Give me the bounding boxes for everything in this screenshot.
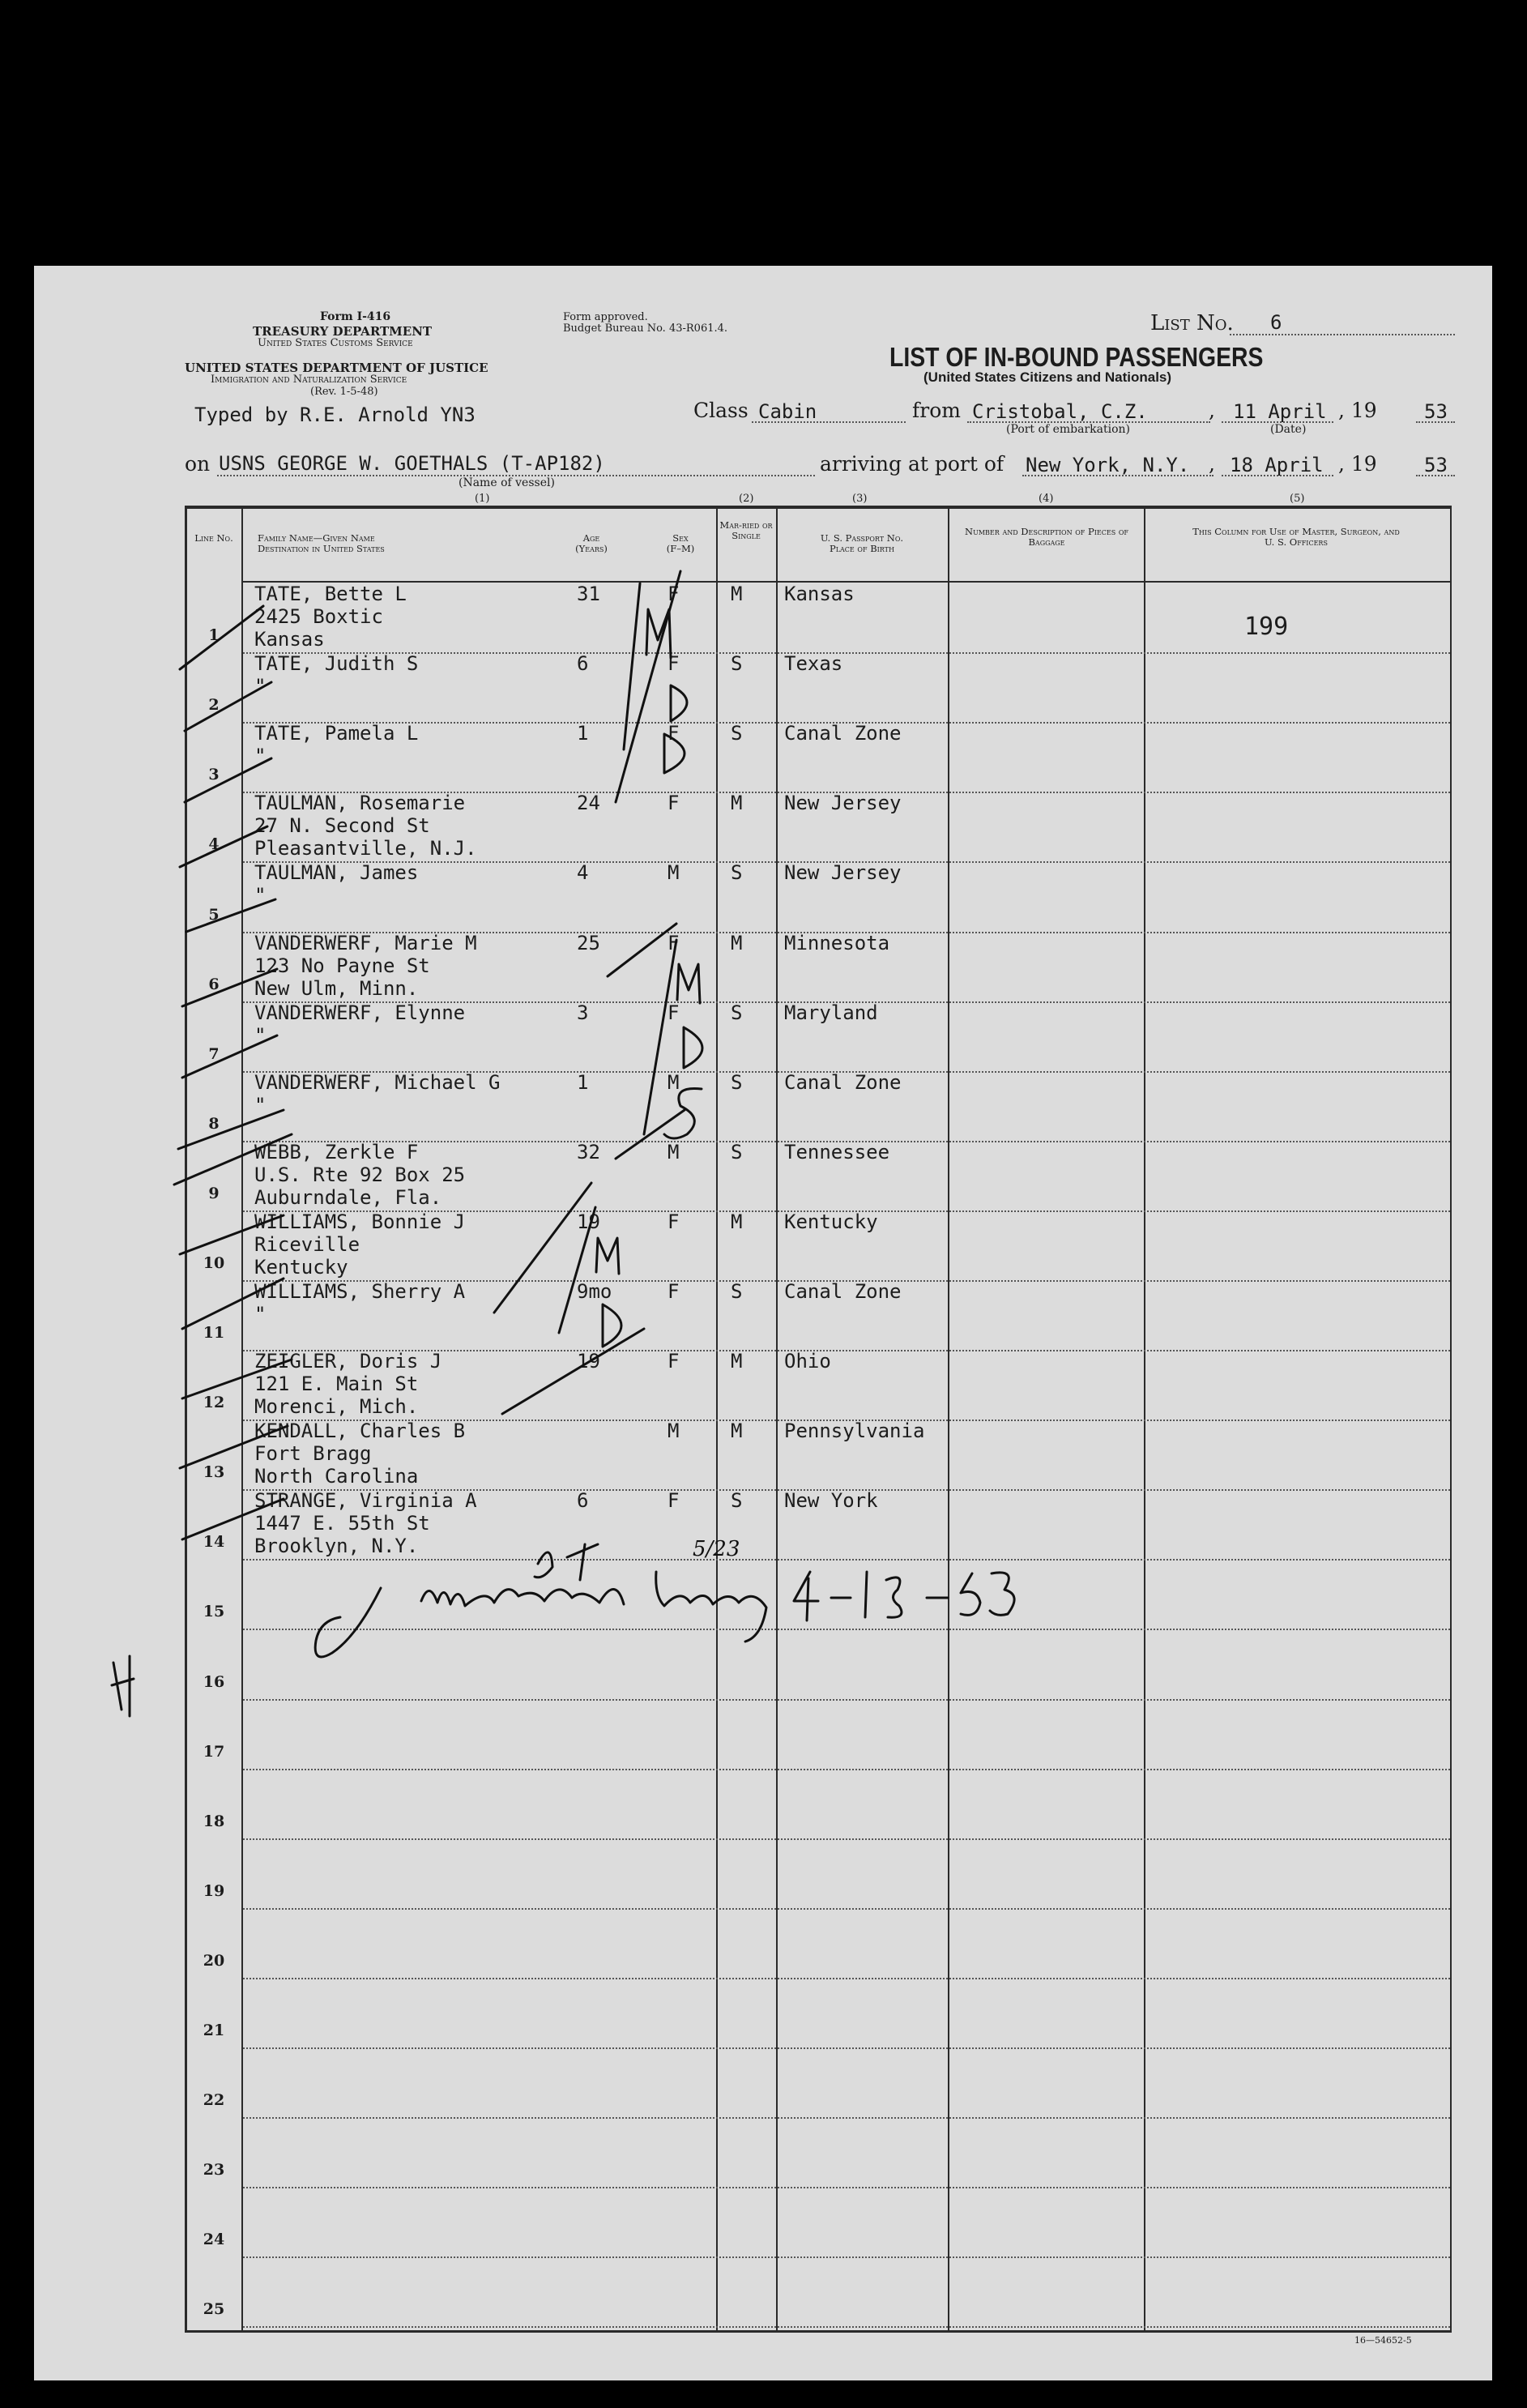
line-number: 20 — [203, 1952, 225, 1970]
line-number: 5 — [208, 906, 220, 924]
year-prefix: 19 — [1350, 399, 1377, 422]
passenger-age: 24 — [577, 792, 600, 814]
rev-label: (Rev. 1-5-48) — [310, 386, 378, 398]
destination-line: " — [254, 884, 267, 907]
col-sex-2: (F–M) — [666, 543, 695, 554]
page-title: LIST OF IN-BOUND PASSENGERS — [889, 342, 1264, 372]
arr-date: 18 April — [1230, 454, 1324, 476]
line-number: 25 — [203, 2300, 225, 2318]
passenger-sex: F — [668, 1001, 680, 1024]
list-no-label: List No. — [1150, 311, 1234, 335]
passenger-age: 19 — [577, 1210, 600, 1233]
col-sex — [648, 533, 713, 554]
col-passport-2: Place of Birth — [829, 543, 894, 554]
from-label: from — [912, 399, 961, 422]
line-number: 21 — [203, 2022, 225, 2039]
line-number: 13 — [203, 1463, 225, 1481]
place-of-birth: Canal Zone — [784, 1071, 902, 1094]
passenger-sex: F — [668, 583, 680, 605]
destination-line: North Carolina — [254, 1465, 419, 1488]
marital-status: M — [731, 1420, 743, 1442]
line-number: 2 — [208, 696, 220, 714]
place-of-birth: Pennsylvania — [784, 1420, 925, 1442]
passenger-name: WILLIAMS, Bonnie J — [254, 1210, 466, 1233]
line-number: 23 — [203, 2161, 225, 2179]
col-num: (2) — [739, 493, 754, 505]
marital-status: S — [731, 861, 743, 884]
arr-comma: , — [1209, 452, 1215, 476]
passenger-sex: M — [668, 1420, 680, 1442]
col-passport-1: U. S. Passport No. — [820, 532, 904, 544]
line-number: 17 — [203, 1743, 225, 1761]
manifest-sheet — [34, 266, 1492, 2380]
passenger-name: ZEIGLER, Doris J — [254, 1350, 442, 1373]
row-separator — [243, 1699, 1450, 1701]
form-number: Form I-416 — [320, 310, 391, 323]
passenger-name: TATE, Bette L — [254, 583, 407, 605]
passenger-name: KENDALL, Charles B — [254, 1420, 466, 1442]
passenger-age: 9mo — [577, 1280, 612, 1303]
row-separator — [243, 1978, 1450, 1979]
dep-year-prefix: , 19 — [1338, 399, 1377, 422]
place-of-birth: Canal Zone — [784, 722, 902, 745]
arr-year-prefix: , 19 — [1338, 452, 1377, 476]
passenger-age: 19 — [577, 1350, 600, 1373]
on-label: on — [185, 452, 211, 476]
marital-status: S — [731, 1280, 743, 1303]
line-number: 16 — [203, 1673, 225, 1691]
destination-line: 121 E. Main St — [254, 1373, 419, 1395]
list-no-value: 6 — [1270, 311, 1282, 334]
row-separator — [243, 1838, 1450, 1840]
treasury-label: TREASURY DEPARTMENT — [253, 324, 433, 339]
destination-line: 123 No Payne St — [254, 954, 430, 977]
col-married: Mar-ried or Single — [719, 519, 773, 541]
line-number: 8 — [208, 1115, 220, 1133]
vessel-caption: (Name of vessel) — [459, 476, 555, 489]
row-separator — [243, 2047, 1450, 2049]
row-separator — [243, 652, 1450, 654]
justice-label: UNITED STATES DEPARTMENT OF JUSTICE — [185, 361, 488, 375]
passenger-age: 3 — [577, 1001, 589, 1024]
row-separator — [243, 2256, 1450, 2258]
passenger-sex: F — [668, 1489, 680, 1512]
row-separator — [243, 1559, 1450, 1561]
passenger-name: TATE, Judith S — [254, 652, 419, 675]
passenger-sex: F — [668, 1350, 680, 1373]
passenger-name: TATE, Pamela L — [254, 722, 419, 745]
passenger-name: TAULMAN, Rosemarie — [254, 792, 466, 814]
col-line-no: Line No. — [194, 532, 233, 544]
ins-label: Immigration and Naturalization Service — [211, 374, 407, 386]
marital-status: M — [731, 1210, 743, 1233]
line-number: 14 — [203, 1533, 225, 1551]
passenger-age: 32 — [577, 1141, 600, 1163]
col-age-2: (Years) — [575, 543, 608, 554]
table-bottom-rule — [185, 2330, 1452, 2333]
destination-line: " — [254, 1094, 267, 1116]
passenger-sex: M — [668, 861, 680, 884]
line-number: 10 — [203, 1254, 225, 1272]
line-number: 12 — [203, 1394, 225, 1411]
line-number: 19 — [203, 1882, 225, 1900]
place-of-birth: New York — [784, 1489, 878, 1512]
destination-line: Riceville — [254, 1233, 360, 1256]
col-name — [258, 533, 484, 554]
place-of-birth: Maryland — [784, 1001, 878, 1024]
row-separator — [243, 1769, 1450, 1770]
line-number: 9 — [208, 1185, 220, 1202]
dep-year: 53 — [1424, 400, 1448, 423]
table-right-rule — [1450, 506, 1452, 2332]
passenger-sex: M — [668, 1071, 680, 1094]
marital-status: M — [731, 792, 743, 814]
marital-status: S — [731, 1489, 743, 1512]
destination-line: New Ulm, Minn. — [254, 977, 419, 1000]
passenger-age: 4 — [577, 861, 589, 884]
destination-line: Kansas — [254, 628, 325, 651]
marital-status: S — [731, 722, 743, 745]
passenger-sex: F — [668, 722, 680, 745]
col-num: (1) — [475, 493, 490, 505]
vessel-name: USNS GEORGE W. GOETHALS (T-AP182) — [219, 452, 605, 475]
col-divider — [776, 506, 778, 2332]
place-of-birth: Minnesota — [784, 932, 890, 954]
passenger-name: VANDERWERF, Elynne — [254, 1001, 466, 1024]
marital-status: S — [731, 1141, 743, 1163]
passenger-sex: F — [668, 932, 680, 954]
passenger-sex: F — [668, 792, 680, 814]
list-no-line — [1230, 334, 1455, 335]
marital-status: M — [731, 1350, 743, 1373]
col-officers: This Column for Use of Master, Surgeon, and U. S. Officers — [1192, 526, 1400, 548]
dep-date: 11 April — [1233, 400, 1327, 423]
col-divider — [948, 506, 949, 2332]
footer-print-code: 16—54652-5 — [1354, 2335, 1412, 2346]
arr-year: 53 — [1424, 454, 1448, 476]
place-of-birth: Texas — [784, 652, 843, 675]
place-of-birth: New Jersey — [784, 792, 902, 814]
line-number: 6 — [208, 976, 220, 993]
passenger-name: VANDERWERF, Marie M — [254, 932, 477, 954]
destination-line: " — [254, 745, 267, 767]
line-number: 15 — [203, 1603, 225, 1620]
approval-line-2: Budget Bureau No. 43-R061.4. — [563, 322, 728, 335]
col-sex-1: Sex — [672, 532, 689, 544]
col-divider — [716, 506, 718, 2332]
typed-by: Typed by R.E. Arnold YN3 — [194, 403, 476, 426]
marital-status: S — [731, 1001, 743, 1024]
officer-number: 199 — [1244, 613, 1289, 641]
passenger-age: 31 — [577, 583, 600, 605]
page-subtitle: (United States Citizens and Nationals) — [923, 369, 1172, 385]
arriving-label: arriving at port of — [820, 452, 1004, 476]
arr-port: New York, N.Y. — [1026, 454, 1190, 476]
line-number: 24 — [203, 2231, 225, 2248]
passenger-sex: M — [668, 1141, 680, 1163]
destination-line: Brooklyn, N.Y. — [254, 1535, 419, 1557]
passenger-name: WILLIAMS, Sherry A — [254, 1280, 466, 1303]
row-separator — [243, 1629, 1450, 1630]
destination-line: " — [254, 1024, 267, 1047]
passenger-name: VANDERWERF, Michael G — [254, 1071, 501, 1094]
destination-line: 27 N. Second St — [254, 814, 430, 837]
passenger-name: STRANGE, Virginia A — [254, 1489, 477, 1512]
place-of-birth: Kansas — [784, 583, 855, 605]
col-divider — [1144, 506, 1145, 2332]
class-label: Class — [693, 399, 749, 422]
passenger-age: 6 — [577, 1489, 589, 1512]
table-left-rule — [185, 506, 187, 2332]
from-value: Cristobal, C.Z. — [972, 400, 1148, 423]
row-separator — [243, 2326, 1450, 2328]
place-of-birth: Ohio — [784, 1350, 831, 1373]
destination-line: " — [254, 675, 267, 698]
dep-comma: , — [1209, 399, 1215, 422]
line-number: 22 — [203, 2091, 225, 2109]
row-separator — [243, 2117, 1450, 2119]
destination-line: Pleasantville, N.J. — [254, 837, 477, 860]
marital-status: M — [731, 583, 743, 605]
row-separator — [243, 2187, 1450, 2188]
col-num: (3) — [852, 493, 868, 505]
destination-line: Fort Bragg — [254, 1442, 372, 1465]
line-number: 11 — [203, 1324, 225, 1342]
col-age-1: Age — [582, 532, 600, 544]
destination-line: Kentucky — [254, 1256, 348, 1279]
passenger-age: 1 — [577, 1071, 589, 1094]
customs-label: United States Customs Service — [258, 337, 413, 349]
col-divider — [241, 506, 243, 2332]
col-name-2: Destination in United States — [258, 543, 385, 554]
col-num: (4) — [1039, 493, 1054, 505]
line-number: 4 — [208, 835, 220, 853]
marital-status: S — [731, 652, 743, 675]
line-number: 7 — [208, 1045, 220, 1063]
place-of-birth: Tennessee — [784, 1141, 890, 1163]
col-age — [559, 533, 624, 554]
marital-status: S — [731, 1071, 743, 1094]
line-number: 3 — [208, 766, 220, 783]
marital-status: M — [731, 932, 743, 954]
table-top-rule — [185, 506, 1452, 509]
line-number: 1 — [208, 626, 220, 644]
passenger-name: TAULMAN, James — [254, 861, 419, 884]
col-name-1: Family Name—Given Name — [258, 532, 375, 544]
place-of-birth: Kentucky — [784, 1210, 878, 1233]
col-baggage: Number and Description of Pieces of Baggage — [965, 526, 1128, 548]
line-number: 18 — [203, 1812, 225, 1830]
col-num: (5) — [1290, 493, 1305, 505]
place-of-birth: New Jersey — [784, 861, 902, 884]
destination-line: " — [254, 1303, 267, 1326]
col-passport — [781, 533, 943, 554]
destination-line: Morenci, Mich. — [254, 1395, 419, 1418]
destination-line: 1447 E. 55th St — [254, 1512, 430, 1535]
passenger-sex: F — [668, 1280, 680, 1303]
destination-line: 2425 Boxtic — [254, 605, 383, 628]
port-caption: (Port of embarkation) — [1006, 423, 1130, 436]
destination-line: Auburndale, Fla. — [254, 1186, 442, 1209]
passenger-age: 25 — [577, 932, 600, 954]
passenger-age: 1 — [577, 722, 589, 745]
approval-line-1: Form approved. — [563, 311, 648, 323]
year-prefix: 19 — [1350, 452, 1377, 476]
passenger-sex: F — [668, 1210, 680, 1233]
destination-line: U.S. Rte 92 Box 25 — [254, 1163, 466, 1186]
passenger-sex: F — [668, 652, 680, 675]
passenger-name: WEBB, Zerkle F — [254, 1141, 419, 1163]
place-of-birth: Canal Zone — [784, 1280, 902, 1303]
passenger-age: 6 — [577, 652, 589, 675]
date-note-text: 5/23 — [693, 1537, 740, 1561]
class-value: Cabin — [758, 400, 817, 423]
row-separator — [243, 1908, 1450, 1910]
date-caption: (Date) — [1270, 423, 1307, 436]
